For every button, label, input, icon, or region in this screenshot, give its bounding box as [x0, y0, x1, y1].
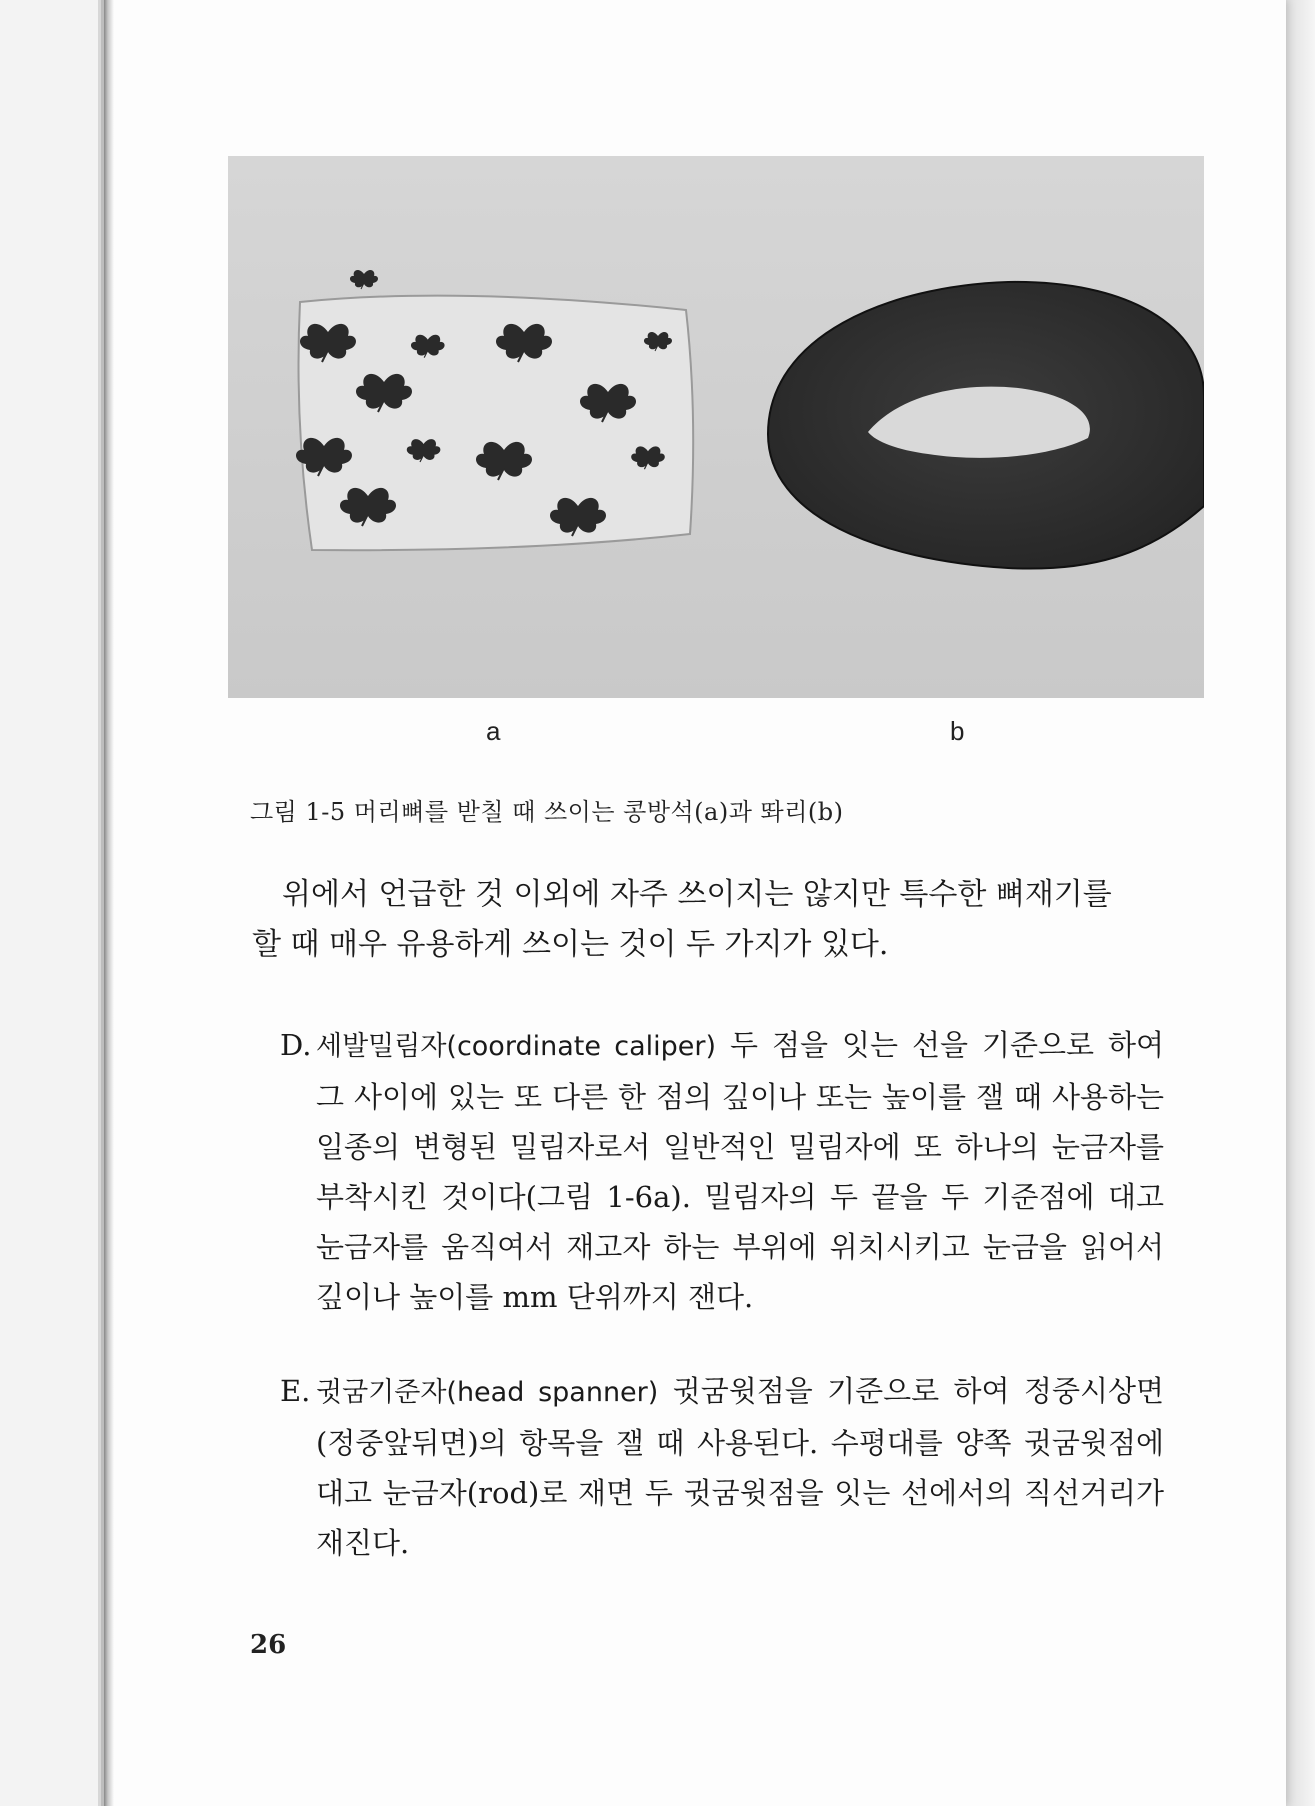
item-term: 귓굼기준자(head spanner)	[316, 1377, 659, 1408]
item-term: 세발밀림자(coordinate caliper)	[316, 1031, 717, 1062]
figure-caption: 그림 1-5 머리뼈를 받칠 때 쓰이는 콩방석(a)과 똬리(b)	[250, 798, 844, 826]
paragraph-line-1: 위에서 언급한 것 이외에 자주 쓰이지는 않지만 특수한 뼈재기를	[282, 877, 1112, 912]
list-item-body	[316, 1366, 1164, 1568]
list-item-body	[316, 1020, 1164, 1322]
body-paragraph	[252, 870, 1164, 970]
figure-photo	[228, 156, 1204, 698]
figure-label-b: b	[950, 716, 965, 746]
list-marker: D.	[280, 1028, 312, 1062]
item-text: 귓굼윗점을 기준으로 하여 정중시상면(정중앞뒤면)의 항목을 잴 때 사용된다. 수평대를 양쪽 귓굼윗점에 대고 눈금자(rod)로 재면 두 귓굼윗점을 잇는 선에서의 직선거리가 재진다.	[316, 1374, 1164, 1560]
figure-label-a: a	[486, 716, 501, 746]
page-spine	[104, 0, 114, 1806]
list-item-d	[280, 1020, 1164, 1322]
page-number: 26	[250, 1630, 287, 1660]
item-text: 두 점을 잇는 선을 기준으로 하여 그 사이에 있는 또 다른 한 점의 깊이나 또는 높이를 잴 때 사용하는 일종의 변형된 밀림자로서 일반적인 밀림자에 또 하나의 눈금자를 부착시킨 것이다(그림 1-6a). 밀림자의 두 끝을 두 기준점에 대고 눈금자를 움직여서 재고자 하는 부위에 위치시키고 눈금을 읽어서 깊이나 높이를 mm 단위까지 잰다.	[316, 1028, 1165, 1314]
list-marker: E.	[280, 1374, 311, 1408]
page-edge-shadow	[1286, 0, 1315, 1806]
bean-pillow-image	[296, 270, 693, 550]
list-item-e	[280, 1366, 1164, 1568]
paragraph-line-2: 할 때 매우 유용하게 쓰이는 것이 두 가지가 있다.	[252, 927, 889, 962]
